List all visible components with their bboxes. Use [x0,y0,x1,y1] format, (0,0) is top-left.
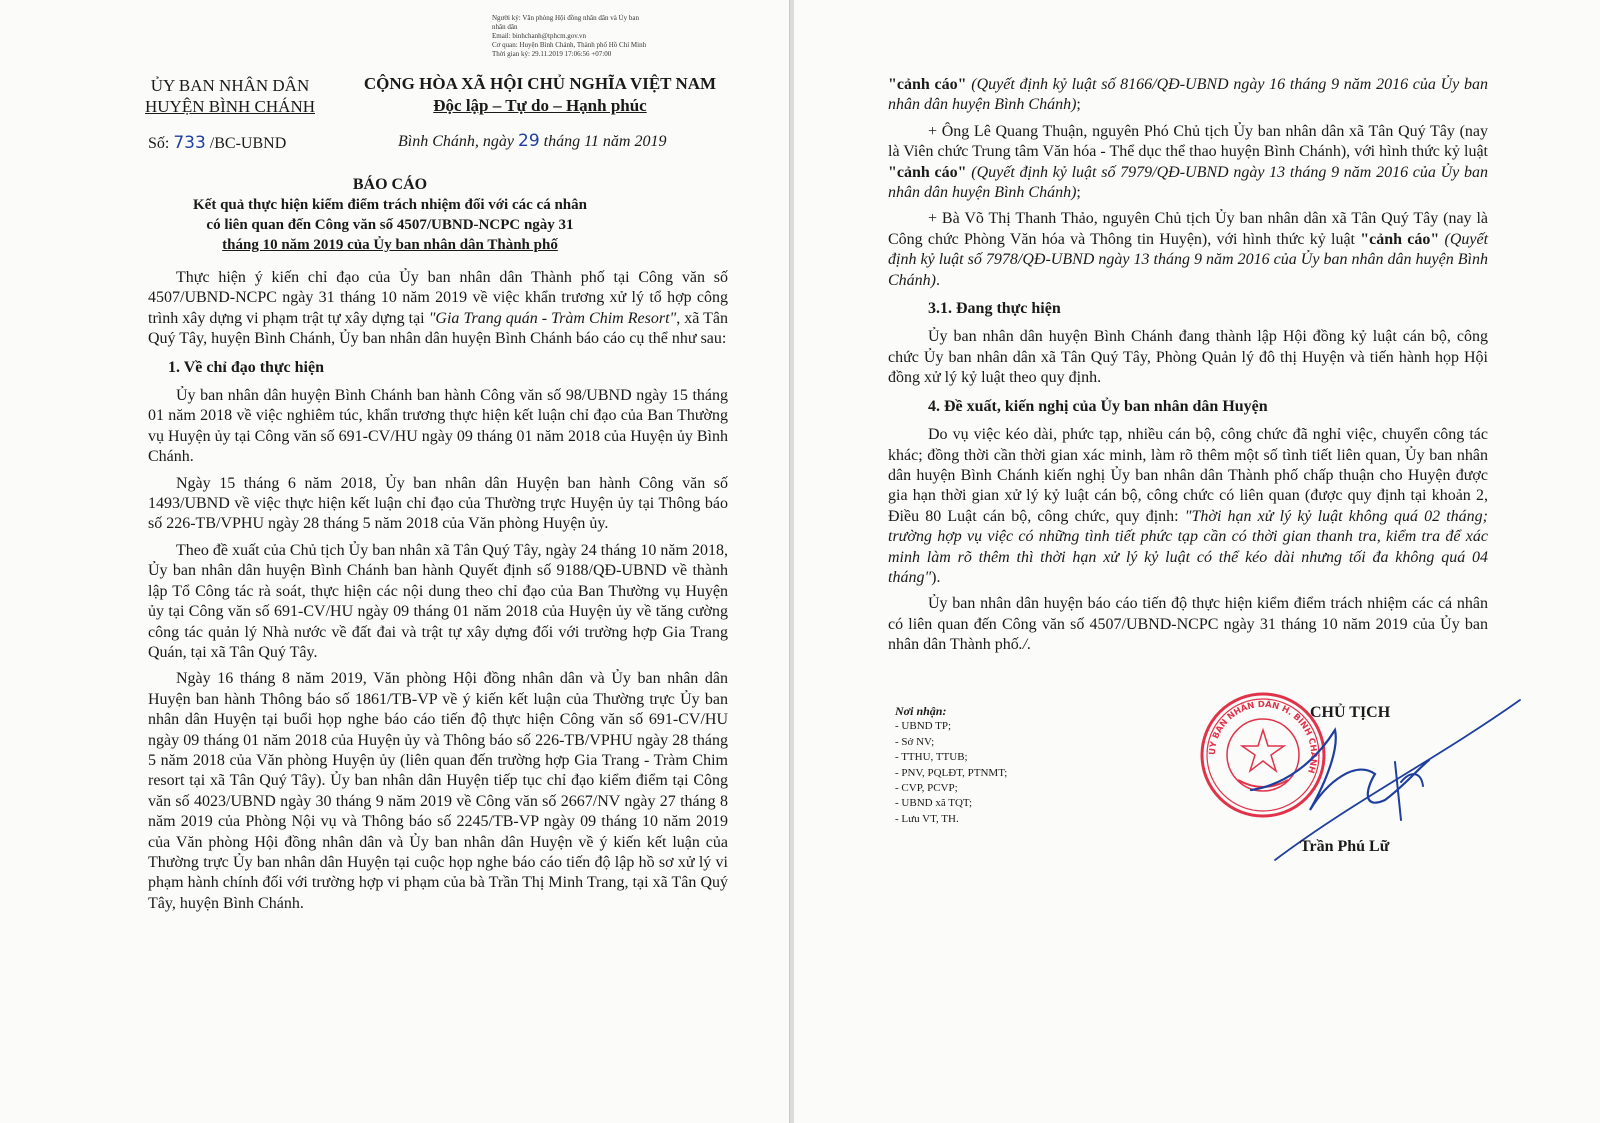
national-heading [345,73,735,117]
recipient-item: - TTHU, TTUB; [895,751,968,764]
page-right [794,0,1600,1123]
issuing-organization [130,75,330,117]
p4-end: ). [931,568,941,586]
recipients-heading: Nơi nhận: [895,704,947,718]
doc-no-prefix: Số: [148,135,170,152]
org-line-2: HUYỆN BÌNH CHÁNH [145,97,315,116]
nation-line-1: CỘNG HÒA XÃ HỘI CHỦ NGHĨA VIỆT NAM [363,74,717,93]
chairman-name: Trần Phú Lữ [1300,838,1390,855]
report-subtitle-2: có liên quan đến Công văn số 4507/UBND-NCPC ngày 31 [206,217,574,233]
place-and-date [398,131,666,151]
paragraph-3-1: Ủy ban nhân dân huyện Bình Chánh đang thành lập Hội đồng kỷ luật cán bộ, công chức Ủy ban nhân dân xã Tân Quý Tây, Phòng Quản lý đô thị Huyện và tiến hành họp Hội đồng xử lý kỷ luật theo quy định. [888,328,1488,387]
p5-text: Ủy ban nhân dân huyện báo cáo tiến độ thực hiện kiểm điểm trách nhiệm các cá nhân có liên quan đến Công văn số 4507/UBND-NCPC ngày 31 tháng 10 năm 2019 của Ủy ban nhân dân Thành phố [888,595,1488,654]
doc-no-handwritten: 733 [173,133,206,153]
r0-end: ; [1076,96,1081,114]
left-body [148,268,728,914]
signer-line-3: Email: binhchanh@tphcm.gov.vn [492,32,587,40]
recipient-item: - Lưu VT, TH. [895,812,959,825]
place-date-suffix: tháng 11 năm 2019 [543,133,667,150]
page-left [0,0,790,1123]
right-body [888,75,1488,656]
r1-end: ; [1076,184,1081,202]
paragraph-3: Theo đề xuất của Chủ tịch Ủy ban nhân xã Tân Quý Tây, ngày 24 tháng 10 năm 2018, Ủy ban nhân dân huyện Bình Chánh ban hành Quyết định số 9188/QĐ-UBND về thành lập Tổ Công tác rà soát, thực hiện các nội dung theo chỉ đạo của Ban Thường vụ Huyện ủy tại Công văn số 691-CV/HU ngày 09 tháng 01 năm 2018 của Huyện ủy về tăng cường công tác quản lý Nhà nước về đất đai và trật tự xây dựng đối với trường hợp Gia Trang Quán, tại xã Tân Quý Tây. [148,541,728,661]
report-title: BÁO CÁO [352,176,428,193]
stamp-text: ỦY BAN NHÂN DÂN H. BÌNH CHÁNH [1207,699,1319,775]
signer-line-5: Thời gian ký: 29.11.2019 17:06:56 +07:00 [492,50,612,58]
signer-line-1: Người ký: Văn phòng Hội đồng nhân dân và Ủy ban [492,14,639,22]
paragraph-4: Ngày 16 tháng 8 năm 2019, Văn phòng Hội đồng nhân dân và Ủy ban nhân dân Huyện ban hành Thông báo số 1861/TB-VP về ý kiến kết luận của Thường trực Ủy ban nhân dân Huyện tại buổi họp nghe báo cáo tiến độ thực hiện Công văn số 691-CV/HU ngày 09 tháng 01 năm 2018 của Huyện ủy và Thông báo số 226-TB/VPHU ngày 28 tháng 5 năm 2018 của Văn phòng Huyện ủy (liên quan đến trường hợp Gia Trang - Tràm Chim resort tại xã Tân Quý Tây). Ủy ban nhân dân Huyện tiếp tục chỉ đạo kiểm điểm tại Công văn số 4023/UBND ngày 30 tháng 9 năm 2019 về Công văn số 2667/NV ngày 27 tháng 8 năm 2019 của Phòng Nội vụ và Thông báo số 2245/TB-VP ngày 09 tháng 10 năm 2019 của Văn phòng Hội đồng nhân dân và Ủy ban nhân dân Huyện về ý kiến kết luận của Thường trực Ủy ban nhân dân Huyện tại cuộc họp nghe báo cáo tiến độ lập hồ sơ xử lý vi phạm hành chính đối với trường hợp vi phạm của bà Trần Thị Minh Trang, tại xã Tân Quý Tây, huyện Bình Chánh. [148,670,728,912]
paragraph-1: Ủy ban nhân dân huyện Bình Chánh ban hành Công văn số 98/UBND ngày 15 tháng 01 năm 2018 về việc nghiêm túc, khẩn trương thực hiện kết luận chỉ đạo của Ban Thường vụ Huyện ủy tại Công văn số 691-CV/HU ngày 09 tháng 01 năm 2018 của Huyện ủy Bình Chánh. [148,387,728,466]
continued-paragraph [888,75,1488,116]
org-line-1: ỦY BAN NHÂN DÂN [150,76,310,95]
section-4-heading: 4. Đề xuất, kiến nghị của Ủy ban nhân dân Huyện [928,397,1268,415]
r1-text: + Ông Lê Quang Thuận, nguyên Phó Chủ tịch Ủy ban nhân dân xã Tân Quý Tây (nay là Viên chức Trung tâm Văn hóa - Thể dục thể thao huyện Bình Chánh), với hình thức kỷ luật [888,122,1488,161]
r1-bold: "cảnh cáo" [888,163,967,181]
report-heading [170,175,610,255]
digital-signature-info [492,14,732,59]
recipient-item: - UBND xã TQT; [895,797,973,810]
bullet-le-quang-thuan [888,122,1488,204]
closing-paragraph [888,594,1488,655]
paragraph-4-proposal [888,425,1488,588]
intro-text: Thực hiện ý kiến chỉ đạo của Ủy ban nhân dân Thành phố tại Công văn số 4507/UBND-NCPC ngày 31 tháng 10 năm 2019 về việc khẩn trương xử lý tổ hợp công trình xây dựng vi phạm trật tự xây dựng tại [148,269,728,327]
chairman-title: CHỦ TỊCH [1310,704,1391,721]
r0-bold: "cảnh cáo" [888,76,967,93]
section-1-heading: 1. Về chỉ đạo thực hiện [168,358,324,376]
report-subtitle-1: Kết quả thực hiện kiểm điểm trách nhiệm đối với các cá nhân [193,197,587,213]
report-subtitle-3: tháng 10 năm 2019 của Ủy ban nhân dân Thành phố [222,237,558,253]
r2-text: + Bà Võ Thị Thanh Thảo, nguyên Chủ tịch Ủy ban nhân dân xã Tân Quý Tây (nay là Công chức Phòng Văn hóa và Thông tin Huyện), với hình thức kỷ luật [888,210,1488,248]
doc-no-suffix: /BC-UBND [209,135,287,152]
recipient-item: - UBND TP; [895,720,952,733]
r2-italic: (Quyết định kỷ luật số 7978/QĐ-UBND ngày 13 tháng 9 năm 2016 của Ủy ban nhân dân huyện Bình Chánh) [888,230,1489,289]
nation-motto: Độc lập – Tự do – Hạnh phúc [433,96,647,115]
recipient-item: - CVP, PCVP; [895,782,958,795]
r1-italic: (Quyết định kỷ luật số 7979/QĐ-UBND ngày 13 tháng 9 năm 2016 của Ủy ban nhân dân huyện Bình Chánh) [888,163,1489,202]
r0-italic: (Quyết định kỷ luật số 8166/QĐ-UBND ngày 16 tháng 9 năm 2016 của Ủy ban nhân dân huyện Bình Chánh) [888,76,1489,114]
signer-line-2: nhân dân [492,23,518,31]
p4-italic: "Thời hạn xử lý kỷ luật không quá 02 tháng; trường hợp vụ việc có những tình tiết phức tạp cần có thời gian thanh tra, kiểm tra để xác minh làm rõ thêm thì thời hạn xử lý kỷ luật có thể kéo dài nhưng tối đa không quá 04 tháng" [888,507,1489,586]
recipient-item: - PNV, PQLĐT, PTNMT; [895,766,1008,779]
p4-text: Do vụ việc kéo dài, phức tạp, nhiều cán bộ, công chức đã nghỉ việc, chuyển công tác khác; đồng thời cần thời gian xác minh, làm rõ thêm một số tình tiết liên quan, Ủy ban nhân dân huyện Bình Chánh kiến nghị Ủy ban nhân dân Thành phố chấp thuận cho Huyện được gia hạn thời gian xử lý kỷ luật cán bộ, công chức có liên quan (được quy định tại khoản 2, Điều 80 Luật cán bộ, công chức, quy định: [888,426,1488,525]
intro-paragraph [148,268,728,350]
place-date-prefix: Bình Chánh, ngày [398,133,514,150]
r2-end: . [936,271,940,289]
intro-end: , xã Tân Quý Tây, huyện Bình Chánh, Ủy ban nhân dân huyện Bình Chánh báo cáo cụ thể như sau: [148,309,729,348]
recipients-block [895,704,1125,827]
signer-line-4: Cơ quan: Huyện Bình Chánh, Thành phố Hồ Chí Minh [492,41,647,49]
section-3-1-heading: 3.1. Đang thực hiện [928,300,1061,318]
intro-italic: "Gia Trang quán - Tràm Chim Resort" [428,309,677,327]
p5-mark: ./. [1018,636,1032,654]
r2-bold: "cảnh cáo" [1360,230,1440,248]
date-handwritten: 29 [518,131,540,151]
document-number [148,133,286,153]
paragraph-2: Ngày 15 tháng 6 năm 2018, Ủy ban nhân dân Huyện ban hành Công văn số 1493/UBND về việc thực hiện kết luận chỉ đạo của Thường trực Huyện ủy tại Thông báo số 226-TB/VPHU ngày 28 tháng 5 năm 2018 của Văn phòng Huyện ủy. [148,474,728,533]
recipient-item: - Sở NV; [895,735,935,748]
bullet-vo-thi-thanh-thao [888,209,1488,291]
